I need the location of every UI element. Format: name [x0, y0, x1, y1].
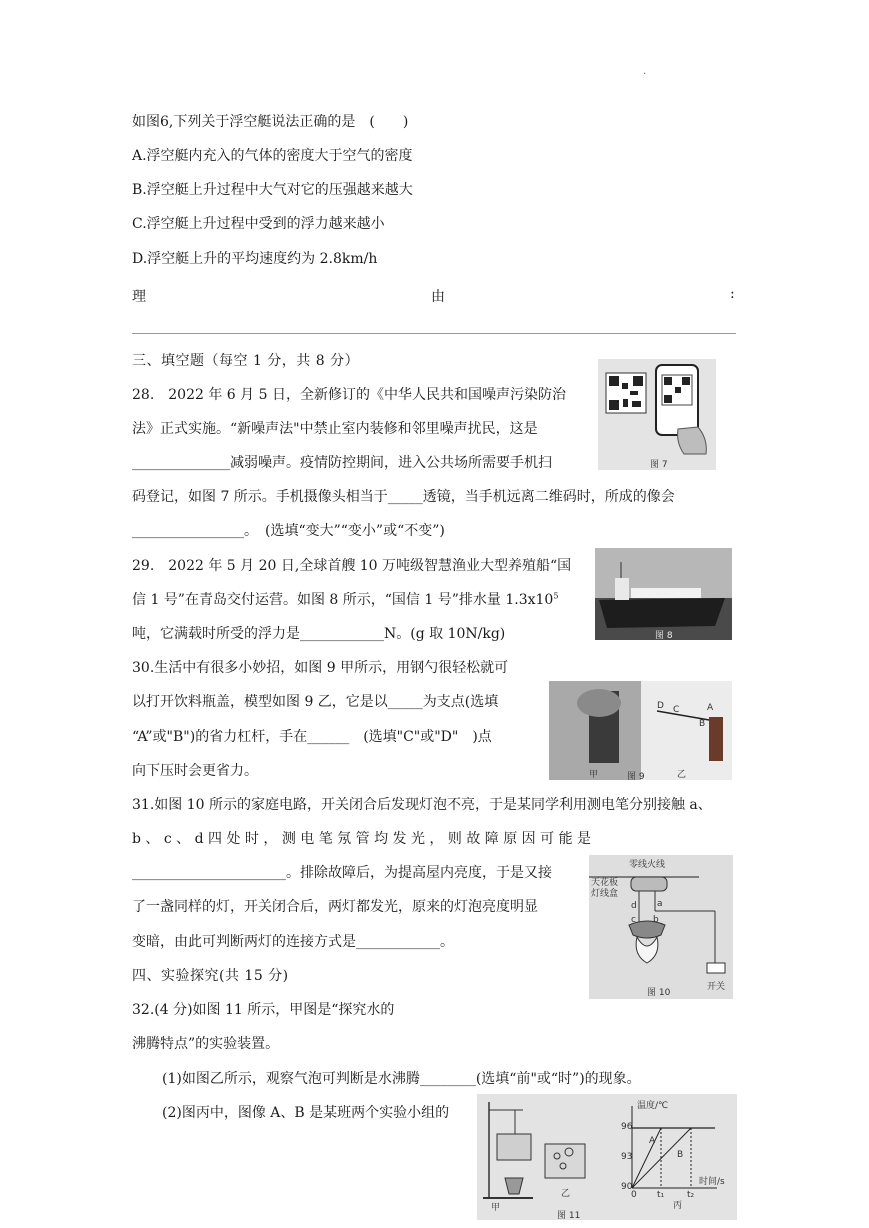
qr-phone-illustration: [598, 359, 716, 470]
q32-sub2: (2)图丙中，图像 A、B 是某班两个实验小组的: [162, 1105, 450, 1121]
q31-line2: b 、 c 、 d 四 处 时 ， 测 电 笔 氖 管 均 发 光 ， 则 故 障 原 因 可 能 是: [132, 831, 592, 847]
figure-11-graph-ylabel: 温度/℃: [637, 1101, 669, 1111]
section3-title: 三、填空题（每空 1 分，共 8 分）: [132, 353, 360, 369]
q30-line1: 30.生活中有很多小妙招，如图 9 甲所示，用钢勺很轻松就可: [132, 660, 509, 676]
figure-11-label: 图 11: [557, 1211, 581, 1220]
figure-11-tick-93: 93: [621, 1152, 633, 1162]
figure-10-label-lines: 零线火线: [629, 860, 666, 870]
figure-10-point-a: a: [657, 899, 663, 909]
figure-9-point-d: D: [657, 701, 664, 711]
q30-line3: “A”或"B")的省力杠杆，手在______ (选填"C"或"D" )点: [132, 729, 492, 745]
q29-line1: 29. 2022 年 5 月 20 日,全球首艘 10 万吨级智慧渔业大型养殖船“国: [132, 558, 572, 574]
q27-option-b: B.浮空艇上升过程中大气对它的压强越来越大: [132, 182, 413, 198]
figure-11-label-jia: 甲: [491, 1203, 501, 1213]
figure-11-label-yi: 乙: [561, 1189, 571, 1199]
q30-line2: 以打开饮料瓶盖，模型如图 9 乙，它是以_____为支点(选填: [132, 694, 499, 710]
figure-10-point-c: c: [631, 915, 636, 925]
figure-9-label: 图 9: [627, 772, 645, 780]
q31-line3: ______________________。排除故障后，为提高屋内亮度，于是又接: [132, 865, 552, 881]
figure-10-point-d: d: [631, 901, 637, 911]
q31-line5: 变暗，由此可判断两灯的连接方式是____________。: [132, 934, 454, 950]
q28-line2: 法》正式实施。“新噪声法"中禁止室内装修和邻里噪声扰民，这是: [132, 421, 538, 437]
header-dot: .: [643, 66, 647, 77]
q27-option-a: A.浮空艇内充入的气体的密度大于空气的密度: [132, 148, 413, 164]
reason-colon: :: [730, 286, 735, 302]
figure-11-line-b-label: B: [677, 1150, 684, 1160]
answer-rule: [132, 333, 736, 334]
q28-line5: ________________。 (选填“变大”“变小”或“不变”): [132, 523, 445, 539]
figure-11-boiling-experiment: [477, 1094, 737, 1220]
figure-9-point-b: B: [699, 719, 706, 729]
ship-illustration: [595, 548, 732, 640]
figure-11-label-bing: 丙: [673, 1201, 683, 1211]
q30-line4: 向下压时会更省力。: [132, 763, 258, 779]
figure-11-tick-t1: t₁: [657, 1190, 665, 1200]
figure-11-tick-0: 0: [631, 1190, 637, 1200]
boiling-illustration: [477, 1094, 737, 1220]
figure-11-tick-96: 96: [621, 1122, 633, 1132]
figure-10-label-switch: 开关: [707, 982, 726, 992]
reason-char-2: 由: [431, 289, 445, 305]
section4-title: 四、实验探究(共 15 分): [132, 968, 289, 984]
q31-line4: 了一盏同样的灯，开关闭合后，两灯都发光，原来的灯泡亮度明显: [132, 899, 538, 915]
q32-sub1: (1)如图乙所示，观察气泡可判断是水沸腾________(选填“前"或“时”)的现象。: [162, 1071, 641, 1087]
figure-9-point-c: C: [673, 705, 680, 715]
q29-exponent: 5: [553, 591, 559, 601]
figure-8-label: 图 8: [655, 631, 673, 640]
reason-char-1: 理: [132, 289, 146, 305]
figure-11-tick-t2: t₂: [687, 1190, 695, 1200]
q28-line4: 码登记，如图 7 所示。手机摄像头相当于_____透镜，当手机远离二维码时，所成的像会: [132, 489, 675, 505]
q29-line2-text: 信 1 号”在青岛交付运营。如图 8 所示，“国信 1 号”排水量 1.3x10: [132, 592, 554, 608]
q28-line1: 28. 2022 年 6 月 5 日，全新修订的《中华人民共和国噪声污染防治: [132, 387, 566, 403]
figure-11-tick-90: 90: [621, 1182, 633, 1192]
figure-9-label-yi: 乙: [677, 770, 687, 780]
q29-line3: 吨，它满载时所受的浮力是____________N。(g 取 10N/kg): [132, 626, 506, 642]
figure-10-label-ceiling: 天花板: [591, 878, 619, 888]
q28-line3: ______________减弱噪声。疫情防控期间，进入公共场所需要手机扫: [132, 455, 552, 471]
figure-10-label: 图 10: [647, 988, 671, 998]
q31-line1: 31.如图 10 所示的家庭电路，开关闭合后发现灯泡不亮，于是某同学利用测电笔分别接触 a、: [132, 797, 712, 813]
q32-line2: 沸腾特点”的实验装置。: [132, 1036, 280, 1052]
figure-7-label: 图 7: [650, 460, 668, 470]
figure-9-label-jia: 甲: [589, 770, 599, 780]
q27-option-c: C.浮空艇上升过程中受到的浮力越来越小: [132, 216, 385, 232]
figure-7-qr-phone: [598, 359, 716, 470]
figure-11-line-a-label: A: [649, 1136, 656, 1146]
lever-illustration: [549, 681, 732, 780]
figure-10-circuit: [589, 855, 733, 999]
q29-line2: [132, 591, 558, 609]
figure-9-bottle-opener: [549, 681, 732, 780]
figure-11-graph-xlabel: 时间/s: [699, 1177, 725, 1187]
figure-10-label-box: 灯线盒: [591, 889, 619, 899]
q27-stem: 如图6,下列关于浮空艇说法正确的是 ( ): [132, 114, 409, 130]
figure-9-point-a: A: [707, 703, 714, 713]
figure-8-ship-photo: [595, 548, 732, 640]
q27-option-d: D.浮空艇上升的平均速度约为 2.8km/h: [132, 251, 378, 267]
figure-10-point-b: b: [653, 915, 659, 925]
q32-line1: 32.(4 分)如图 11 所示，甲图是“探究水的: [132, 1002, 395, 1018]
